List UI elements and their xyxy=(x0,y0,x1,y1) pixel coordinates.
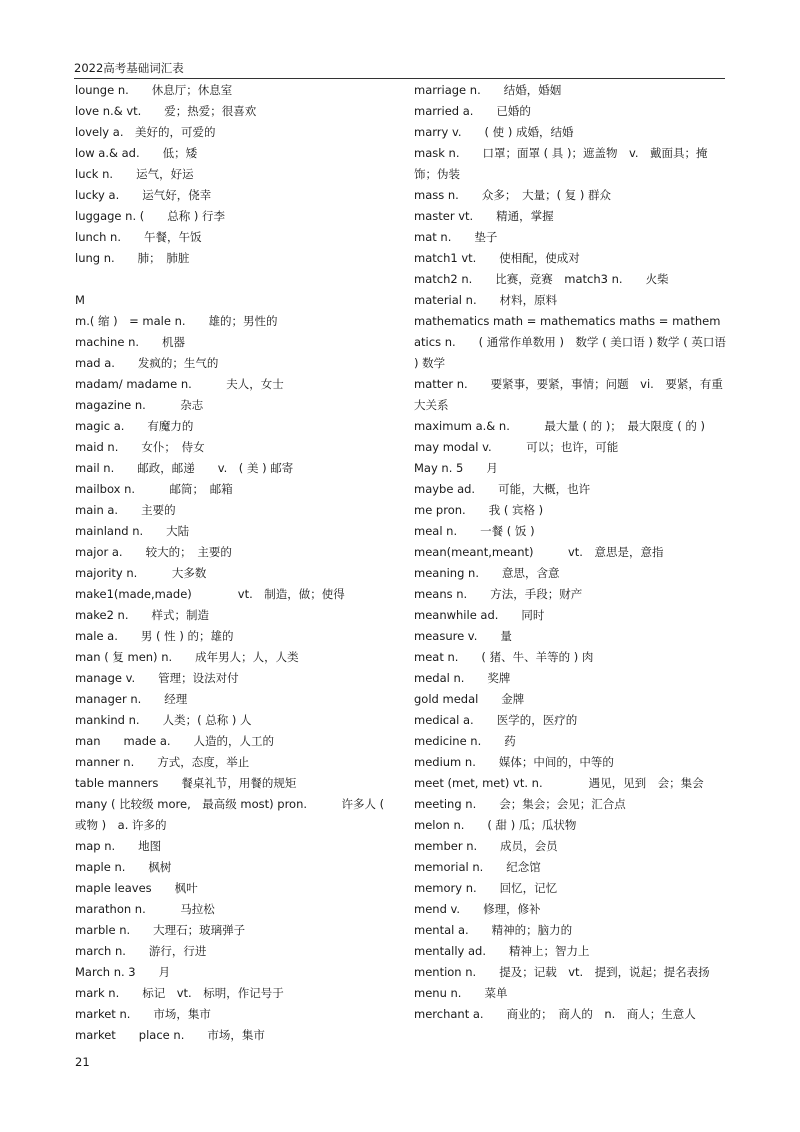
vocab-entry: mad a. 发疯的；生气的 xyxy=(75,356,219,370)
vocab-entry: mail n. 邮政，邮递 v. ( 美 ) 邮寄 xyxy=(75,461,294,475)
left-column xyxy=(75,80,395,1046)
vocab-entry: market n. 市场，集市 xyxy=(75,1007,211,1021)
vocab-entry: luggage n. ( 总称 ) 行李 xyxy=(75,209,226,223)
vocab-entry: lunch n. 午餐，午饭 xyxy=(75,230,202,244)
vocab-entry: many ( 比较级 more, 最高级 most) pron. 许多人 ( 或物 ) a. 许多的 xyxy=(75,797,388,832)
vocab-entry: lung n. 肺； 肺脏 xyxy=(75,251,190,265)
vocab-entry: melon n. ( 甜 ) 瓜；瓜状物 xyxy=(414,818,577,832)
page-header xyxy=(74,60,725,79)
vocab-entry: madam/ madame n. 夫人，女士 xyxy=(75,377,284,391)
vocab-entry: maid n. 女仆； 侍女 xyxy=(75,440,205,454)
vocab-entry: measure v. 量 xyxy=(414,629,512,643)
vocab-entry: memorial n. 纪念馆 xyxy=(414,860,541,874)
vocab-entry: marathon n. 马拉松 xyxy=(75,902,215,916)
vocab-entry: meaning n. 意思，含意 xyxy=(414,566,560,580)
vocab-entry: meet (met, met) vt. n. 遇见，见到 会；集会 xyxy=(414,776,704,790)
vocab-entry: mentally ad. 精神上；智力上 xyxy=(414,944,590,958)
vocab-entry: mean(meant,meant) vt. 意思是，意指 xyxy=(414,545,664,559)
vocab-entry: master vt. 精通，掌握 xyxy=(414,209,554,223)
vocab-entry: maple n. 枫树 xyxy=(75,860,172,874)
vocab-entry: maple leaves 枫叶 xyxy=(75,881,198,895)
vocab-entry: means n. 方法，手段；财产 xyxy=(414,587,583,601)
vocab-entry: mathematics math = mathematics maths = mathematics n. ( 通常作单数用 ) 数学 ( 美口语 ) 数学 ( 英口语 ) 数学 xyxy=(414,314,730,370)
vocab-entry: mainland n. 大陆 xyxy=(75,524,190,538)
right-column xyxy=(414,80,730,1025)
vocab-entry: magazine n. 杂志 xyxy=(75,398,204,412)
vocab-entry: gold medal 金牌 xyxy=(414,692,525,706)
vocab-entry: machine n. 机器 xyxy=(75,335,186,349)
vocab-entry: m.( 缩 ) = male n. 雄的；男性的 xyxy=(75,314,278,328)
vocab-entry: mass n. 众多； 大量；( 复 ) 群众 xyxy=(414,188,612,202)
vocab-entry: mark n. 标记 vt. 标明，作记号于 xyxy=(75,986,284,1000)
vocab-entry: luck n. 运气，好运 xyxy=(75,167,194,181)
vocab-entry: marry v. ( 使 ) 成婚，结婚 xyxy=(414,125,574,139)
vocab-entry: match2 n. 比赛，竞赛 match3 n. 火柴 xyxy=(414,272,669,286)
vocab-entry: marriage n. 结婚，婚姻 xyxy=(414,83,562,97)
vocab-entry: maybe ad. 可能，大概，也许 xyxy=(414,482,591,496)
page-title: 2022高考基础词汇表 xyxy=(74,61,184,75)
vocab-entry: manager n. 经理 xyxy=(75,692,188,706)
vocab-entry: meeting n. 会；集会；会见；汇合点 xyxy=(414,797,626,811)
vocab-entry: manage v. 管理；设法对付 xyxy=(75,671,239,685)
vocab-entry: meanwhile ad. 同时 xyxy=(414,608,545,622)
vocab-entry: mental a. 精神的；脑力的 xyxy=(414,923,573,937)
vocab-entry: lovely a. 美好的，可爱的 xyxy=(75,125,216,139)
vocab-entry: low a.& ad. 低；矮 xyxy=(75,146,198,160)
vocab-entry: magic a. 有魔力的 xyxy=(75,419,194,433)
vocab-entry: marble n. 大理石；玻璃弹子 xyxy=(75,923,246,937)
vocab-entry: male a. 男 ( 性 ) 的；雄的 xyxy=(75,629,234,643)
vocab-entry: main a. 主要的 xyxy=(75,503,176,517)
vocab-entry: medical a. 医学的，医疗的 xyxy=(414,713,578,727)
page-number: 21 xyxy=(75,1055,90,1069)
blank-line xyxy=(75,269,395,290)
vocab-entry: medal n. 奖牌 xyxy=(414,671,511,685)
vocab-entry: majority n. 大多数 xyxy=(75,566,207,580)
vocab-entry: memory n. 回忆，记忆 xyxy=(414,881,558,895)
vocab-entry: member n. 成员，会员 xyxy=(414,839,558,853)
vocab-entry: medium n. 媒体；中间的，中等的 xyxy=(414,755,614,769)
vocab-entry: match1 vt. 使相配，使成对 xyxy=(414,251,580,265)
vocab-entry: market place n. 市场，集市 xyxy=(75,1028,265,1042)
vocab-entry: mask n. 口罩；面罩 ( 具 )；遮盖物 v. 戴面具；掩饰；伪装 xyxy=(414,146,708,181)
section-letter: M xyxy=(75,293,85,307)
vocab-entry: maximum a.& n. 最大量 ( 的 )； 最大限度 ( 的 ) xyxy=(414,419,705,433)
vocab-entry: May n. 5 月 xyxy=(414,461,498,475)
vocab-entry: make2 n. 样式；制造 xyxy=(75,608,209,622)
vocab-entry: march n. 游行，行进 xyxy=(75,944,207,958)
vocab-entry: lucky a. 运气好，侥幸 xyxy=(75,188,212,202)
vocab-entry: manner n. 方式，态度，举止 xyxy=(75,755,250,769)
vocab-entry: map n. 地图 xyxy=(75,839,162,853)
vocab-entry: married a. 已婚的 xyxy=(414,104,531,118)
vocab-entry: mankind n. 人类；( 总称 ) 人 xyxy=(75,713,252,727)
vocab-entry: make1(made,made) vt. 制造，做；使得 xyxy=(75,587,345,601)
vocab-entry: merchant a. 商业的； 商人的 n. 商人；生意人 xyxy=(414,1007,696,1021)
vocab-entry: love n.& vt. 爱；热爱；很喜欢 xyxy=(75,104,257,118)
vocab-entry: material n. 材料，原料 xyxy=(414,293,558,307)
vocab-entry: me pron. 我 ( 宾格 ) xyxy=(414,503,544,517)
page-footer xyxy=(75,1054,90,1070)
vocab-entry: March n. 3 月 xyxy=(75,965,171,979)
vocab-entry: man made a. 人造的，人工的 xyxy=(75,734,275,748)
vocab-entry: meal n. 一餐 ( 饭 ) xyxy=(414,524,535,538)
vocab-entry: mat n. 垫子 xyxy=(414,230,498,244)
vocab-entry: lounge n. 休息厅；休息室 xyxy=(75,83,233,97)
vocab-entry: medicine n. 药 xyxy=(414,734,516,748)
vocab-entry: mailbox n. 邮筒； 邮箱 xyxy=(75,482,233,496)
vocab-entry: mention n. 提及；记载 vt. 提到，说起；提名表扬 xyxy=(414,965,710,979)
vocab-entry: mend v. 修理，修补 xyxy=(414,902,541,916)
vocab-entry: major a. 较大的； 主要的 xyxy=(75,545,232,559)
vocab-entry: menu n. 菜单 xyxy=(414,986,508,1000)
vocab-entry: meat n. ( 猪、牛、羊等的 ) 肉 xyxy=(414,650,594,664)
vocab-entry: matter n. 要紧事，要紧，事情；问题 vi. 要紧，有重大关系 xyxy=(414,377,723,412)
vocab-entry: table manners 餐桌礼节，用餐的规矩 xyxy=(75,776,297,790)
vocab-entry: may modal v. 可以；也许，可能 xyxy=(414,440,619,454)
vocab-entry: man ( 复 men) n. 成年男人；人，人类 xyxy=(75,650,299,664)
